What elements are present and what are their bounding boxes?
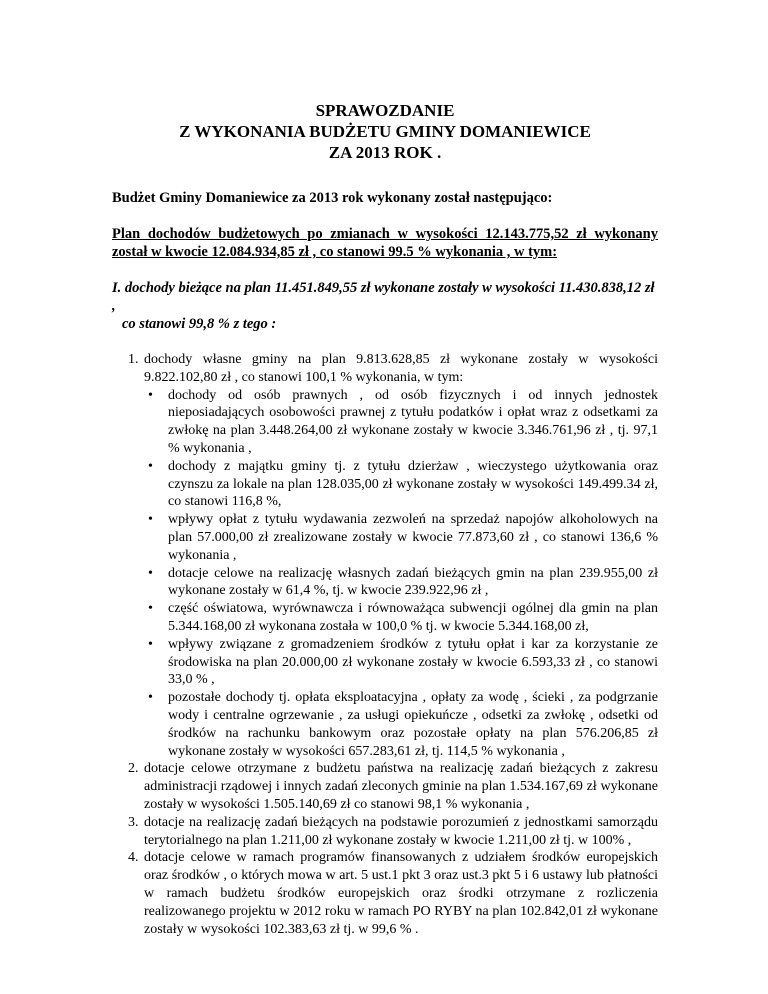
list-item-text: dotacje na realizację zadań bieżących na podstawie porozumień z jednostkami samorządu terytorialnego na plan 1.211,00 zł wykonane zostały w kwocie 1.211,00 zł tj. w 100% , xyxy=(144,814,658,848)
sub-item-text: dotacje celowe na realizację własnych zadań bieżących gmin na plan 239.955,00 zł wykonane zostały w 61,4 %, tj. w kwocie 239.922,96 zł , xyxy=(168,565,658,599)
plan-summary: Plan dochodów budżetowych po zmianach w wysokości 12.143.775,52 zł wykonany został w kwocie 12.084.934,85 zł , co stanowi 99.5 % wykonania , w tym: xyxy=(112,226,658,260)
bullet-icon: • xyxy=(148,601,153,617)
list-item-text: dotacje celowe w ramach programów finansowanych z udziałem środków europejskich oraz środków , o których mowa w art. 5 ust.1 pkt 3 oraz ust.3 pkt 5 i 6 ustawy lub płatności w ramach budżetu środków europejskich oraz środki otrzymane z rozliczenia realizowanego projektu w 2012 roku w ramach PO RYBY na plan 102.842,01 zł wykonane zostały w wysokości 102.383,63 zł tj. w 99,6 % . xyxy=(144,850,658,937)
sub-list-item xyxy=(148,511,658,564)
bullet-icon: • xyxy=(148,565,153,581)
sub-list-item xyxy=(148,636,658,689)
list-item xyxy=(142,814,658,850)
income-list xyxy=(112,351,658,938)
section-current-income xyxy=(112,279,658,333)
intro-paragraph: Budżet Gminy Domaniewice za 2013 rok wykonany został następująco: xyxy=(112,190,553,206)
sub-list-item xyxy=(148,458,658,511)
bullet-icon: • xyxy=(148,690,153,706)
sub-list-item xyxy=(148,565,658,601)
bullet-icon: • xyxy=(148,512,153,528)
list-item xyxy=(142,849,658,938)
list-item-text: dotacje celowe otrzymane z budżetu państwa na realizację zadań bieżących z zakresu administracji rządowej i innych zadań zleconych gminie na plan 1.534.167,69 zł wykonane zostały w wysokości 1.505.140,69 zł co stanowi 98,1 % wykonania , xyxy=(144,761,658,812)
sub-item-text: część oświatowa, wyrównawcza i równoważąca subwencji ogólnej dla gmin na plan 5.344.168,00 zł wykonana została w 100,0 % tj. w kwocie 5.344.168,00 zł, xyxy=(168,601,658,634)
sub-item-text: dochody z majątku gminy tj. z tytułu dzierżaw , wieczystego użytkowania oraz czynszu za lokale na plan 128.035,00 zł wykonane zostały w wysokości 149.499.34 zł, co stanowi 116,8 %, xyxy=(168,458,658,510)
list-item xyxy=(142,351,658,760)
sub-list-item xyxy=(148,689,658,760)
section-line-2: co stanowi 99,8 % z tego : xyxy=(122,316,277,332)
list-item xyxy=(142,760,658,813)
title-line-1: SPRAWOZDANIE xyxy=(315,101,455,120)
sub-item-text: pozostałe dochody tj. opłata eksploatacyjna , opłaty za wodę , ścieki , za podgrzanie wody i centralne ogrzewanie , za usługi opiekuńcze , odsetki za zwłokę , odsetki od środków na rachunku bankowym oraz pozostałe opłaty na plan 576.206,85 zł wykonane zostały w wysokości 657.283,61 zł, tj. 114,5 % wykonania , xyxy=(168,690,658,759)
list-item-text: dochody własne gminy na plan 9.813.628,85 zł wykonane zostały w wysokości 9.822.102,80 zł , co stanowi 100,1 % wykonania, w tym: xyxy=(144,352,658,385)
title-line-3: ZA 2013 ROK . xyxy=(328,143,442,162)
sub-item-text: wpływy opłat z tytułu wydawania zezwoleń na sprzedaż napojów alkoholowych na plan 57.000,00 zł zrealizowane zostały w kwocie 77.873,60 zł , co stanowi 136,6 % wykonania , xyxy=(168,512,658,563)
bullet-icon: • xyxy=(148,458,153,474)
sub-list-item xyxy=(148,387,658,458)
sub-item-text: dochody od osób prawnych , od osób fizycznych i od innych jednostek nieposiadających osobowości prawnej z tytułu podatków i opłat wraz z odsetkami za zwłokę na plan 3.448.264,00 zł wykonane zostały w kwocie 3.346.761,96 zł , tj. 97,1 % wykonania , xyxy=(168,387,658,456)
title-line-2: Z WYKONANIA BUDŻETU GMINY DOMANIEWICE xyxy=(179,122,591,141)
sub-list-item xyxy=(148,600,658,636)
report-title xyxy=(112,100,658,163)
sub-list xyxy=(144,387,658,761)
bullet-icon: • xyxy=(148,636,153,652)
bullet-icon: • xyxy=(148,387,153,403)
section-line-1: I. dochody bieżące na plan 11.451.849,55 zł wykonane zostały w wysokości 11.430.838,12 zł , xyxy=(112,280,655,314)
sub-item-text: wpływy związane z gromadzeniem środków z tytułu opłat i kar za korzystanie ze środowiska na plan 20.000,00 zł wykonane zostały w kwocie 6.593,33 zł , co stanowi 33,0 % , xyxy=(168,636,658,688)
